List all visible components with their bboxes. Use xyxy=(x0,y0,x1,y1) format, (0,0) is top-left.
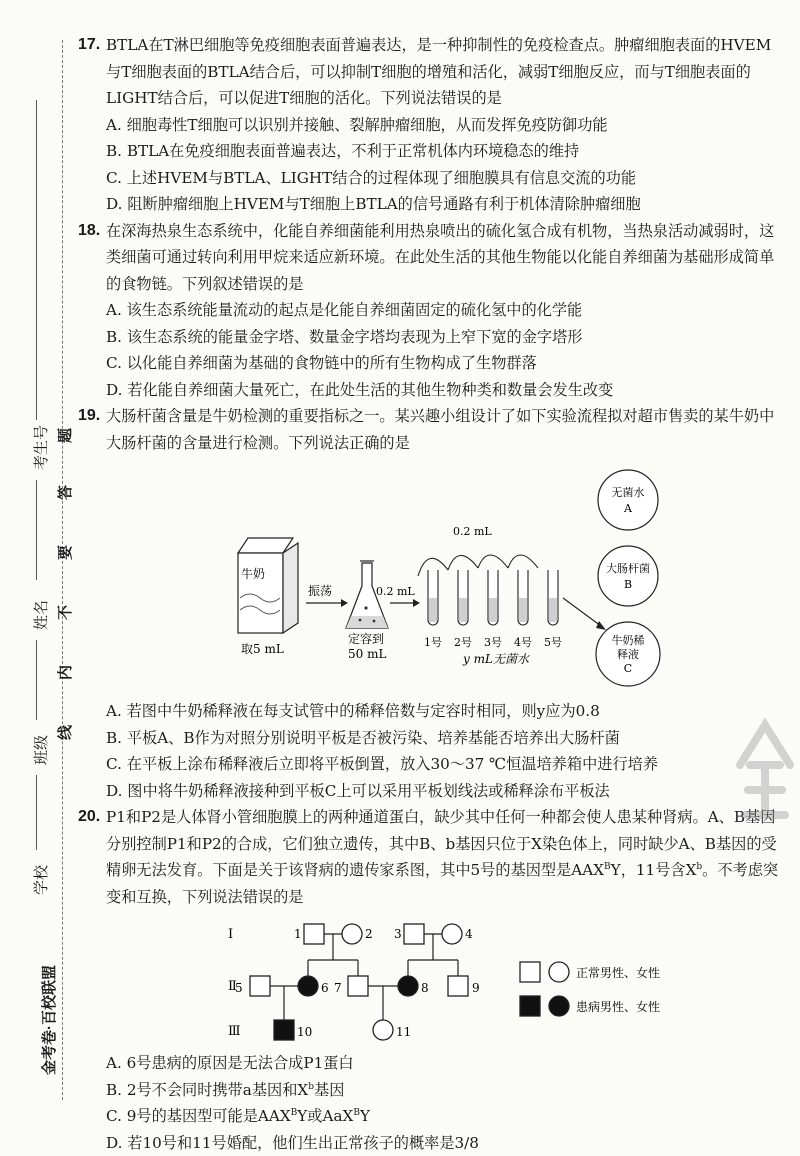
plate-label: A xyxy=(623,502,633,515)
question-20 xyxy=(78,804,783,1156)
watermark-logo xyxy=(730,705,800,835)
shake-label: 振荡 xyxy=(308,583,332,598)
question-stem: 在深海热泉生态系统中，化能自养细菌能利用热泉喷出的硫化氢合成有机物，当热泉活动减弱时，这类细菌可通过转向利用甲烷来适应新环境。在此处生活的其他生物能以化能自养细菌为基础形成简单的食物链。下列叙述错误的是 xyxy=(78,218,783,298)
individual-number: 10 xyxy=(297,1025,312,1039)
individual-number: 2 xyxy=(365,927,373,941)
brand-label: 金考卷·百校联盟 xyxy=(38,965,59,1075)
legend-affected-label: 患病男性、女性 xyxy=(576,999,660,1014)
individual-3-normal-male xyxy=(404,924,424,944)
generation-label: Ⅲ xyxy=(228,1024,241,1039)
seal-char: 内 xyxy=(54,665,75,680)
individual-number: 5 xyxy=(235,981,243,995)
individual-10-affected-male xyxy=(274,1020,294,1040)
serial-transfer-label: 0.2 mL xyxy=(453,525,492,538)
transfer-arc xyxy=(508,555,538,568)
superscript: B xyxy=(604,862,611,872)
plate-c xyxy=(596,622,660,686)
option-c xyxy=(78,1103,783,1130)
question-stem xyxy=(78,804,783,910)
option-d: D. 若10号和11号婚配，他们生出正常孩子的概率是3/8 xyxy=(78,1130,783,1156)
test-tube xyxy=(488,570,498,625)
test-tube xyxy=(458,570,468,625)
test-tube xyxy=(548,570,558,625)
plate-b xyxy=(598,546,658,606)
question-18 xyxy=(78,218,783,404)
option-a: A. 6号患病的原因是无法合成P1蛋白 xyxy=(78,1050,783,1077)
question-stem: 大肠杆菌含量是牛奶检测的重要指标之一。某兴趣小组设计了如下实验流程拟对超市售卖的某牛奶中大肠杆菌的含量进行检测。下列说法正确的是 xyxy=(78,403,783,456)
tube-label: 1号 xyxy=(424,636,442,649)
generation-label: Ⅰ xyxy=(228,927,233,942)
plate-a xyxy=(598,470,658,530)
exam-id-blank xyxy=(36,100,37,420)
question-19 xyxy=(78,403,783,804)
school-blank xyxy=(36,775,37,850)
exam-id-label: 考生号 xyxy=(30,425,51,470)
pedigree-legend xyxy=(520,962,660,1016)
question-number: 18. xyxy=(78,218,100,245)
name-label: 姓名 xyxy=(30,600,51,630)
test-tube xyxy=(428,570,438,625)
individual-number: 4 xyxy=(465,927,473,941)
option-c: C. 上述HVEM与BTLA、LIGHT结合的过程体现了细胞膜具有信息交流的功能 xyxy=(78,165,783,192)
tube-label: 5号 xyxy=(544,636,562,649)
test-tube xyxy=(518,570,528,625)
transfer-arc xyxy=(478,555,508,568)
seal-char: 题 xyxy=(54,428,75,443)
option-c: C. 以化能自养细菌为基础的食物链中的所有生物构成了生物群落 xyxy=(78,350,783,377)
option-a: A. 细胞毒性T细胞可以识别并接触、裂解肿瘤细胞，从而发挥免疫防御功能 xyxy=(78,112,783,139)
individual-number: 6 xyxy=(321,981,329,995)
seal-char: 线 xyxy=(54,725,75,740)
individual-5-normal-male xyxy=(250,976,270,996)
question-number: 20. xyxy=(78,804,100,831)
superscript: B xyxy=(291,1108,298,1118)
transfer-label: 0.2 mL xyxy=(376,585,415,598)
experiment-figure xyxy=(78,458,783,698)
option-b: B. BTLA在免疫细胞表面普遍表达，不利于正常机体内环境稳态的维持 xyxy=(78,138,783,165)
individual-number: 1 xyxy=(294,927,302,941)
transfer-arc xyxy=(448,555,478,570)
legend-affected-male-icon xyxy=(520,996,540,1016)
option-b: B. 该生态系统的能量金字塔、数量金字塔均表现为上窄下宽的金字塔形 xyxy=(78,324,783,351)
individual-7-normal-male xyxy=(348,976,368,996)
superscript: B xyxy=(353,1108,360,1118)
superscript: b xyxy=(696,862,702,872)
tube-label: 4号 xyxy=(514,636,532,649)
individual-4-normal-female xyxy=(442,924,462,944)
individual-number: 11 xyxy=(396,1025,411,1039)
generation-label: Ⅱ xyxy=(228,979,237,994)
stem-text: P1和P2是人体肾小管细胞膜上的两种通道蛋白，缺少其中任何一种都会使人患某种肾病。A、B基因分别控制P1和P2的合成，它们独立遗传，其中B、b基因只位于X染色体上，同时缺少A、B基因的受精卵无法发育。下面是关于该肾病的遗传家系图，其中5号的基因型是AAX xyxy=(106,808,777,879)
milk-label: 牛奶 xyxy=(241,566,265,581)
option-a: A. 该生态系统能量流动的起点是化能自养细菌固定的硫化氢中的化学能 xyxy=(78,297,783,324)
option-c: C. 在平板上涂布稀释液后立即将平板倒置，放入30～37 ℃恒温培养箱中进行培养 xyxy=(78,751,783,778)
individual-number: 9 xyxy=(472,981,480,995)
plate-label: 牛奶稀 xyxy=(612,633,645,647)
option-text: C. 9号的基因型可能是AAX xyxy=(106,1107,291,1125)
option-d: D. 图中将牛奶稀释液接种到平板C上可以采用平板划线法或稀释涂布平板法 xyxy=(78,778,783,805)
question-content xyxy=(78,32,783,1156)
question-stem: BTLA在T淋巴细胞等免疫细胞表面普遍表达，是一种抑制性的免疫检查点。肿瘤细胞表面的HVEM与T细胞表面的BTLA结合后，可以抑制T细胞的增殖和活化，减弱T细胞反应，而与T细胞表面的LIGHT结合后，可以促进T细胞的活化。下列说法错误的是 xyxy=(78,32,783,112)
water-label: y mL无菌水 xyxy=(462,652,530,666)
seal-char: 要 xyxy=(54,545,75,560)
option-text: Y xyxy=(360,1107,370,1125)
school-label: 学校 xyxy=(30,865,51,895)
volume-label-line1: 定容到 xyxy=(348,631,384,646)
question-17 xyxy=(78,32,783,218)
individual-2-normal-female xyxy=(342,924,362,944)
individual-1-normal-male xyxy=(304,924,324,944)
option-text: B. 2号不会同时携带a基因和X xyxy=(106,1081,308,1099)
option-text: Y或AaX xyxy=(297,1107,353,1125)
name-blank xyxy=(36,480,37,580)
plate-label: 无菌水 xyxy=(612,485,645,499)
question-number: 19. xyxy=(78,403,100,430)
question-number: 17. xyxy=(78,32,100,59)
dilution-diagram xyxy=(78,458,783,698)
plate-label: C xyxy=(624,662,632,675)
superscript: b xyxy=(308,1081,314,1091)
individual-11-normal-female xyxy=(373,1020,393,1040)
stem-text: Y，11号含X xyxy=(611,861,697,879)
individual-9-normal-male xyxy=(448,976,468,996)
plate-label: 大肠杆菌 xyxy=(606,561,650,575)
plate-label: 释液 xyxy=(617,647,639,661)
option-b xyxy=(78,1077,783,1104)
option-text: 基因 xyxy=(314,1081,344,1099)
take-label: 取5 mL xyxy=(241,642,284,656)
option-d: D. 若化能自养细菌大量死亡，在此处生活的其他生物种类和数量会发生改变 xyxy=(78,377,783,404)
legend-normal-label: 正常男性、女性 xyxy=(576,965,660,980)
plate-label: B xyxy=(624,578,632,591)
seal-char: 不 xyxy=(54,605,75,620)
seal-char: 答 xyxy=(54,485,75,500)
class-blank xyxy=(36,640,37,720)
milk-carton-icon xyxy=(238,538,298,633)
arrow-head xyxy=(413,599,420,607)
option-b: B. 平板A、B作为对照分别说明平板是否被污染、培养基能否培养出大肠杆菌 xyxy=(78,725,783,752)
arrow-line xyxy=(563,598,601,626)
individual-number: 7 xyxy=(334,981,342,995)
pedigree-figure xyxy=(78,910,783,1050)
stem-text: 。不考虑突变和互换，下列说法错误的是 xyxy=(106,861,778,906)
legend-normal-female-icon xyxy=(549,962,569,982)
individual-number: 8 xyxy=(421,981,429,995)
legend-affected-female-icon xyxy=(549,996,569,1016)
individual-8-affected-female xyxy=(398,976,418,996)
arrow-head xyxy=(341,599,348,607)
tube-label: 2号 xyxy=(454,636,472,649)
class-label: 班级 xyxy=(30,735,51,765)
seal-line xyxy=(62,40,63,1100)
test-tubes xyxy=(428,570,558,625)
individual-number: 3 xyxy=(394,927,402,941)
option-d: D. 阻断肿瘤细胞上HVEM与T细胞上BTLA的信号通路有利于机体清除肿瘤细胞 xyxy=(78,191,783,218)
binding-margin xyxy=(0,0,70,1130)
arrow-head xyxy=(596,621,606,630)
tube-label: 3号 xyxy=(484,636,502,649)
legend-normal-male-icon xyxy=(520,962,540,982)
option-a: A. 若图中牛奶稀释液在每支试管中的稀释倍数与定容时相同，则y应为0.8 xyxy=(78,698,783,725)
volume-label-line2: 50 mL xyxy=(348,647,386,661)
pedigree-chart xyxy=(78,910,783,1050)
individual-6-affected-female xyxy=(298,976,318,996)
